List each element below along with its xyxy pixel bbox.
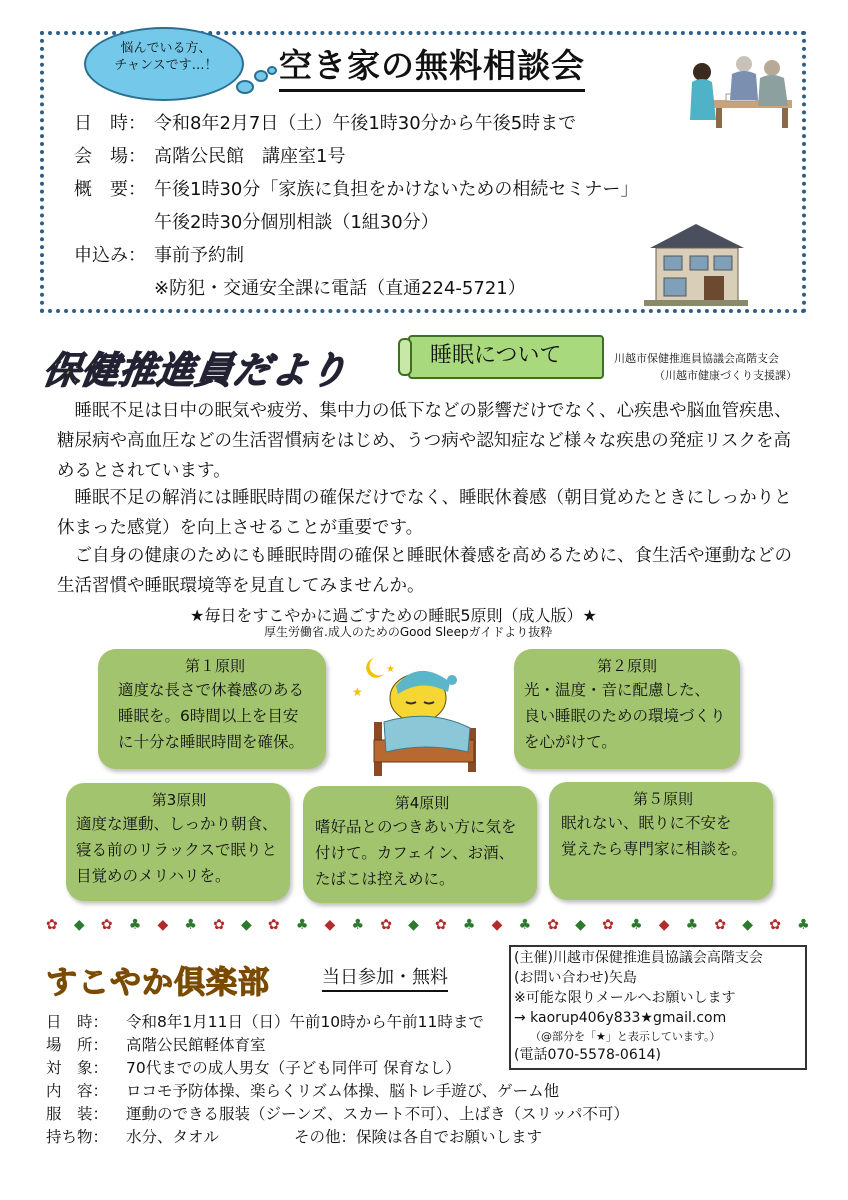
decorative-divider bbox=[46, 912, 810, 938]
contact-line: (主催)川越市保健推進員協議会高階支会 bbox=[514, 950, 763, 966]
diamond-icon: ◆ bbox=[408, 917, 419, 933]
flower-icon: ✿ bbox=[267, 917, 280, 933]
detail-label: 日 時： bbox=[46, 1013, 109, 1031]
sukoyaka-details bbox=[46, 1012, 629, 1150]
flower-icon: ✿ bbox=[100, 917, 113, 933]
principle-line: 適度な長さで休養感のある bbox=[118, 681, 305, 699]
detail-value: 70代までの成人男女（子ども同伴可 保育なし） bbox=[126, 1059, 461, 1077]
detail-label: 日 時： bbox=[74, 113, 146, 134]
flower-icon: ✿ bbox=[46, 917, 58, 933]
detail-row bbox=[74, 244, 638, 277]
diamond-icon: ◆ bbox=[157, 917, 169, 933]
detail-label: 対 象： bbox=[46, 1059, 109, 1077]
flower-icon: ✿ bbox=[714, 917, 727, 933]
leaf-icon: ♣ bbox=[518, 917, 532, 933]
detail-row bbox=[74, 277, 638, 310]
principle-line: 睡眠を。6時間以上を目安 bbox=[118, 707, 299, 725]
svg-text:★: ★ bbox=[352, 685, 363, 699]
topic-label: 睡眠について bbox=[430, 343, 562, 368]
detail-row bbox=[46, 1081, 629, 1104]
detail-row bbox=[46, 1127, 629, 1150]
contact-line: (お問い合わせ)矢島 bbox=[514, 970, 637, 986]
detail-row bbox=[46, 1012, 629, 1035]
detail-value: 午後1時30分「家族に負担をかけないための相続セミナー」 bbox=[154, 179, 639, 200]
sleeping-character-illustration bbox=[340, 652, 490, 778]
flower-icon: ✿ bbox=[602, 917, 614, 933]
detail-label: 会 場： bbox=[74, 146, 146, 167]
detail-other: その他：保険は各自でお願いします bbox=[294, 1128, 543, 1146]
flower-icon: ✿ bbox=[380, 917, 392, 933]
principle-heading: 第4原則 bbox=[394, 794, 450, 812]
detail-label: 申込み： bbox=[74, 245, 146, 266]
principle-heading: 第１原則 bbox=[184, 657, 245, 675]
principle-line: 覚えたら専門家に相談を。 bbox=[561, 840, 748, 858]
detail-row bbox=[74, 145, 638, 178]
bubble-line: 悩んでいる方、 bbox=[120, 41, 212, 56]
paragraph: 睡眠不足は日中の眠気や疲労、集中力の低下などの影響だけでなく、心疾患や脳血管疾患、糖尿病や高血圧などの生活習慣病をはじめ、うつ病や認知症など様々な疾患の発症リスクを高めるとされています。 bbox=[57, 401, 792, 481]
contact-line: ※可能な限りメールへお願いします bbox=[514, 990, 736, 1006]
detail-value: 事前予約制 bbox=[154, 245, 244, 266]
detail-row bbox=[46, 1058, 629, 1081]
house-illustration bbox=[644, 220, 748, 306]
paragraph: 睡眠不足の解消には睡眠時間の確保だけでなく、睡眠休養感（朝目覚めたときにしっかりと休まった感覚）を向上させることが重要です。 bbox=[57, 488, 792, 538]
principles-title: ★毎日をすこやかに過ごすための睡眠5原則（成人版）★ bbox=[190, 606, 597, 625]
diamond-icon: ◆ bbox=[240, 917, 252, 933]
principle-heading: 第５原則 bbox=[632, 790, 693, 808]
principle-line: 目覚めのメリハリを。 bbox=[76, 867, 231, 885]
principle-card bbox=[66, 783, 290, 901]
contact-note: （@部分を「★」と表示しています。） bbox=[530, 1030, 721, 1043]
principle-line: 適度な運動、しっかり朝食、 bbox=[76, 815, 278, 833]
diamond-icon: ◆ bbox=[575, 917, 586, 933]
detail-value: ※防犯・交通安全課に電話（直通224-5721） bbox=[154, 278, 526, 299]
principle-card bbox=[98, 649, 326, 769]
flower-icon: ✿ bbox=[547, 917, 560, 933]
principle-card bbox=[514, 649, 740, 769]
bubble-tail bbox=[267, 66, 277, 75]
bubble-tail bbox=[254, 70, 268, 82]
leaf-icon: ♣ bbox=[685, 917, 699, 933]
sukoyaka-subtitle: 当日参加・無料 bbox=[322, 966, 448, 992]
principle-line: 眠れない、眠りに不安を bbox=[561, 814, 732, 832]
paragraph: ご自身の健康のためにも睡眠時間の確保と睡眠休養感を高めるために、食生活や運動などの生活習慣や睡眠環境等を見直してみませんか。 bbox=[57, 546, 792, 596]
flower-icon: ✿ bbox=[435, 917, 447, 933]
detail-value: 高階公民館軽体育室 bbox=[126, 1036, 266, 1054]
svg-text:★: ★ bbox=[386, 664, 395, 675]
detail-label: 持ち物： bbox=[46, 1128, 109, 1146]
scroll-curl bbox=[398, 338, 412, 376]
diamond-icon: ◆ bbox=[324, 917, 336, 933]
principle-heading: 第3原則 bbox=[151, 791, 207, 809]
detail-row bbox=[74, 178, 638, 211]
principle-line: に十分な睡眠時間を確保。 bbox=[118, 733, 305, 751]
principle-line: 嗜好品とのつきあい方に気を bbox=[315, 818, 517, 836]
consultation-details bbox=[74, 112, 638, 310]
leaf-icon: ♣ bbox=[630, 917, 643, 933]
principle-line: 良い睡眠のための環境づくり bbox=[524, 707, 726, 725]
diamond-icon: ◆ bbox=[73, 917, 85, 933]
bubble-text bbox=[96, 40, 236, 74]
principle-line: たばこは控えめに。 bbox=[315, 870, 455, 888]
diamond-icon: ◆ bbox=[491, 917, 503, 933]
leaf-icon: ♣ bbox=[351, 917, 365, 933]
principle-heading: 第２原則 bbox=[596, 657, 657, 675]
principle-line: 光・温度・音に配慮した、 bbox=[524, 681, 711, 699]
org-dept: （川越市健康づくり支援課） bbox=[654, 369, 797, 382]
bubble-tail bbox=[236, 80, 254, 94]
detail-label: 服 装： bbox=[46, 1105, 109, 1123]
detail-label: 概 要： bbox=[74, 179, 146, 200]
detail-value: 水分、タオル bbox=[126, 1128, 220, 1146]
detail-value: 午後2時30分個別相談（1組30分） bbox=[154, 212, 439, 233]
consultation-title: 空き家の無料相談会 bbox=[279, 44, 585, 92]
org-name: 川越市保健推進員協議会高階支会 bbox=[614, 352, 779, 365]
contact-phone: (電話070-5578-0614) bbox=[514, 1047, 662, 1063]
principle-line: を心がけて。 bbox=[524, 733, 617, 751]
diamond-icon: ◆ bbox=[658, 917, 670, 933]
detail-row bbox=[46, 1104, 629, 1127]
detail-row bbox=[74, 112, 638, 145]
detail-value: 令和8年1月11日（日）午前10時から午前11時まで bbox=[126, 1013, 484, 1031]
diamond-icon: ◆ bbox=[742, 917, 754, 933]
detail-value: 運動のできる服装（ジーンズ、スカート不可）、上ばき（スリッパ不可） bbox=[126, 1105, 629, 1123]
leaf-icon: ♣ bbox=[462, 917, 476, 933]
detail-value: ロコモ予防体操、楽らくリズム体操、脳トレ手遊び、ゲーム他 bbox=[126, 1082, 560, 1100]
bubble-line: チャンスです…！ bbox=[114, 58, 218, 73]
detail-label: 内 容： bbox=[46, 1082, 109, 1100]
sukoyaka-title: すこやか倶楽部 bbox=[46, 965, 270, 1001]
consultation-people-illustration bbox=[688, 50, 792, 130]
detail-row bbox=[74, 211, 638, 244]
principle-line: 付けて。カフェイン、お酒、 bbox=[315, 844, 515, 862]
detail-value: 高階公民館 講座室1号 bbox=[154, 146, 346, 167]
principle-card bbox=[303, 786, 537, 903]
leaf-icon: ♣ bbox=[295, 917, 309, 933]
hoken-title: 保健推進員だより bbox=[40, 349, 351, 392]
contact-email[interactable]: → kaorup406y833★gmail.com bbox=[514, 1010, 727, 1026]
leaf-icon: ♣ bbox=[184, 917, 197, 933]
principle-line: 寝る前のリラックスで眠りと bbox=[76, 841, 278, 859]
detail-label: 場 所： bbox=[46, 1036, 109, 1054]
leaf-icon: ♣ bbox=[797, 917, 810, 933]
flower-icon: ✿ bbox=[769, 917, 781, 933]
leaf-icon: ♣ bbox=[128, 917, 142, 933]
detail-row bbox=[46, 1035, 629, 1058]
flower-icon: ✿ bbox=[213, 917, 225, 933]
detail-value: 令和8年2月7日（土）午後1時30分から午後5時まで bbox=[154, 113, 577, 134]
principle-card bbox=[549, 782, 773, 900]
principles-source: 厚生労働省.成人のためのGood Sleepガイドより抜粋 bbox=[264, 625, 553, 639]
